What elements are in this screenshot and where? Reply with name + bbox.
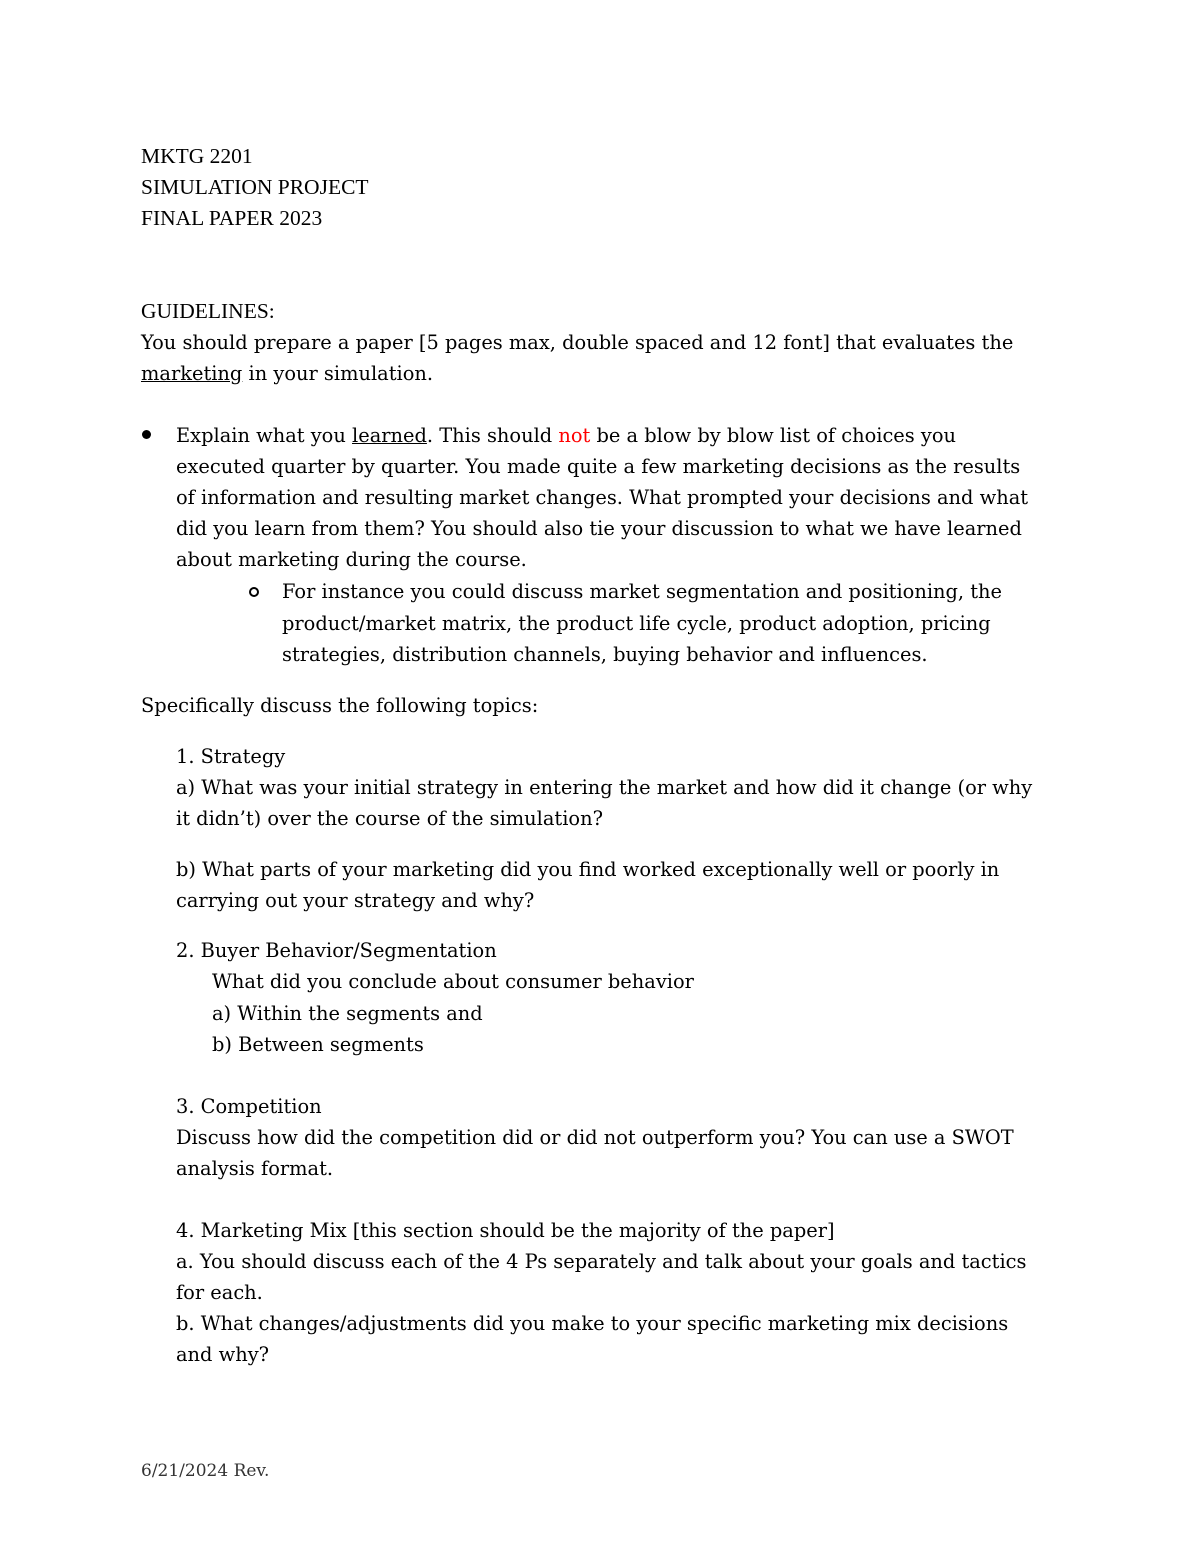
topic2-title: 2. Buyer Behavior/Segmentation xyxy=(176,939,497,962)
course-code: MKTG 2201 xyxy=(141,144,253,168)
sub-bullet-line3: strategies, distribution channels, buying behavior and influences. xyxy=(282,643,928,666)
marketing-underlined: marketing xyxy=(141,362,243,385)
topic4-b-line2: and why? xyxy=(176,1343,270,1366)
paper-title: FINAL PAPER 2023 xyxy=(141,206,323,230)
topic1-b-line2: carrying out your strategy and why? xyxy=(176,889,535,912)
topic1-b-line1: b) What parts of your marketing did you find worked exceptionally well or poorly in xyxy=(176,858,1000,881)
bullet-line1-a: Explain what you xyxy=(176,424,353,447)
topic4-a-line2: for each. xyxy=(176,1281,263,1304)
topic3-title: 3. Competition xyxy=(176,1095,322,1118)
guidelines-intro-line1: You should prepare a paper [5 pages max, double spaced and 12 font] that evaluates the xyxy=(141,331,1014,354)
bullet-icon xyxy=(142,430,151,439)
bullet-line1 xyxy=(176,420,956,451)
topic1-title: 1. Strategy xyxy=(176,745,286,768)
topic4-a-line1: a. You should discuss each of the 4 Ps separately and talk about your goals and tactics xyxy=(176,1250,1027,1273)
project-title: SIMULATION PROJECT xyxy=(141,175,369,199)
bullet-line5: about marketing during the course. xyxy=(176,548,527,571)
guidelines-intro-line2-rest: in your simulation. xyxy=(242,362,434,385)
topics-intro: Specifically discuss the following topics: xyxy=(141,694,539,717)
bullet-line4: did you learn from them? You should also tie your discussion to what we have learned xyxy=(176,517,1022,540)
topic2-line3: b) Between segments xyxy=(212,1033,424,1056)
topic2-line2: a) Within the segments and xyxy=(212,1002,483,1025)
revision-footer: 6/21/2024 Rev. xyxy=(141,1461,270,1481)
bullet-line3: of information and resulting market changes. What prompted your decisions and what xyxy=(176,486,1029,509)
guidelines-intro-line2 xyxy=(141,358,433,389)
guidelines-heading: GUIDELINES: xyxy=(141,299,275,323)
topic4-title: 4. Marketing Mix [this section should be the majority of the paper] xyxy=(176,1219,835,1242)
topic3-line2: analysis format. xyxy=(176,1157,334,1180)
topic4-b-line1: b. What changes/adjustments did you make to your specific marketing mix decisions xyxy=(176,1312,1009,1335)
sub-bullet-line1: For instance you could discuss market segmentation and positioning, the xyxy=(282,580,1003,603)
bullet-line1-c: be a blow by blow list of choices you xyxy=(590,424,957,447)
topic1-a-line1: a) What was your initial strategy in entering the market and how did it change (or why xyxy=(176,776,1033,799)
sub-bullet-line2: product/market matrix, the product life cycle, product adoption, pricing xyxy=(282,612,991,635)
bullet-line1-b: . This should xyxy=(426,424,559,447)
topic3-line1: Discuss how did the competition did or did not outperform you? You can use a SWOT xyxy=(176,1126,1014,1149)
learned-underlined: learned xyxy=(352,424,427,447)
sub-bullet-circle-icon xyxy=(249,587,259,597)
not-red-text: not xyxy=(558,424,591,447)
topic1-a-line2: it didn’t) over the course of the simulation? xyxy=(176,807,603,830)
bullet-line2: executed quarter by quarter. You made quite a few marketing decisions as the results xyxy=(176,455,1021,478)
topic2-line1: What did you conclude about consumer behavior xyxy=(212,970,694,993)
